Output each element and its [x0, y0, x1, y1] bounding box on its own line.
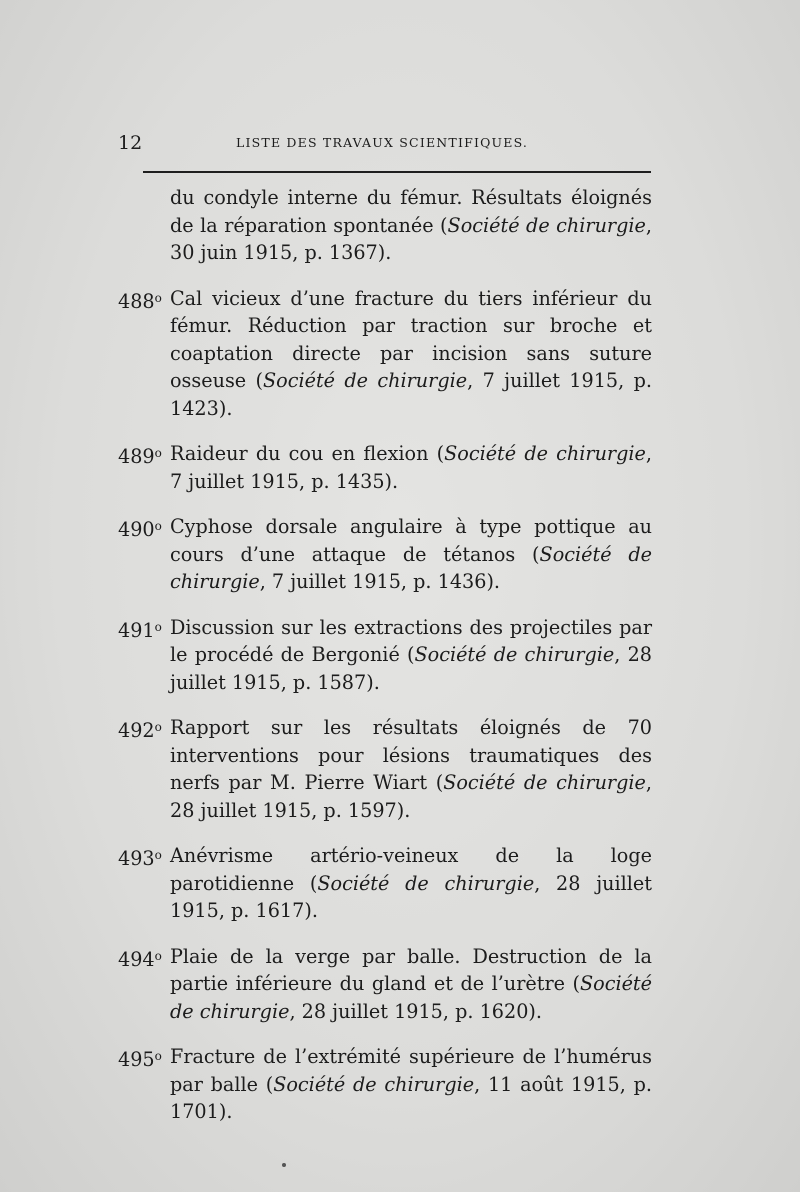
entry-source: Société de chirurgie [317, 871, 535, 895]
header-rule [143, 171, 651, 173]
entry-reference: , 28 juillet 1915, p. 1597). [170, 771, 652, 822]
entry-reference: , 28 juillet 1915, p. 1620). [289, 999, 542, 1023]
entry-ordinal: o [154, 290, 162, 305]
entry-number-value: 495 [118, 1048, 155, 1071]
entry-text [170, 513, 652, 596]
entry-source: Société de chirurgie [170, 972, 652, 1023]
list-item [118, 714, 652, 824]
entry-ordinal: o [154, 948, 162, 963]
entry-reference: , 30 juin 1915, p. 1367). [170, 213, 652, 264]
ink-speck [282, 1163, 286, 1167]
entry-ordinal: o [154, 619, 162, 634]
entry-number [118, 614, 170, 697]
entry-number [118, 943, 170, 1026]
page-number: 12 [118, 132, 143, 154]
entry-title: Discussion sur les extractions des projectiles par le procédé de Bergonié ( [170, 615, 652, 666]
list-item [118, 614, 652, 697]
entry-text [170, 943, 652, 1026]
entry-text [170, 440, 652, 495]
entry-reference: , 7 juillet 1915, p. 1436). [259, 570, 501, 593]
entry-text [170, 714, 652, 824]
entry-title: Anévrisme artério-veineux de la loge parotidienne ( [170, 844, 652, 895]
entry-number-value: 492 [118, 719, 155, 742]
entry-source: Société de chirurgie [414, 643, 615, 666]
entry-text [170, 285, 652, 423]
entry-source: Société de chirurgie [263, 369, 468, 392]
entry-list [118, 285, 652, 1126]
entry-number [118, 714, 170, 824]
entry-text [170, 842, 652, 925]
publication-list [118, 184, 652, 1126]
entry-text [170, 1043, 652, 1126]
list-item [118, 842, 652, 925]
entry-title: Fracture de l’extrémité supérieure de l’humérus par balle ( [170, 1045, 652, 1096]
entry-number-value: 491 [118, 618, 155, 642]
entry-number-value: 488 [118, 289, 155, 313]
continued-entry [118, 184, 652, 267]
list-item [118, 440, 652, 495]
list-item [118, 943, 652, 1026]
entry-source: Société de chirurgie [273, 1072, 475, 1096]
entry-title: Plaie de la verge par balle. Destruction de la partie inférieure du gland et de l’urètre ( [170, 944, 652, 995]
entry-text: du condyle interne du fémur. Résultats éloignés de la réparation spontanée ( [170, 186, 652, 237]
entry-number-value: 493 [118, 847, 155, 870]
page-header [118, 132, 652, 152]
entry-ordinal: o [154, 446, 162, 460]
running-title: LISTE DES TRAVAUX SCIENTIFIQUES. [236, 135, 529, 150]
entry-number [118, 440, 170, 495]
entry-reference: , 7 juillet 1915, p. 1423). [170, 369, 652, 420]
list-item [118, 1043, 652, 1126]
entry-title: Cyphose dorsale angulaire à type pottique au cours d’une attaque de tétanos ( [170, 515, 652, 566]
list-item [118, 285, 652, 423]
entry-number [118, 285, 170, 423]
entry-reference: , 28 juillet 1915, p. 1617). [170, 871, 652, 922]
entry-reference: , 7 juillet 1915, p. 1435). [170, 442, 652, 493]
entry-number [118, 513, 170, 596]
entry-title: Cal vicieux d’une fracture du tiers inférieur du fémur. Réduction par traction sur broche et coaptation directe par incision sans suture osseuse ( [170, 286, 652, 392]
entry-number [118, 842, 170, 925]
entry-ordinal: o [154, 519, 162, 533]
entry-source: Société de chirurgie [170, 542, 652, 593]
entry-number-value: 490 [118, 518, 155, 541]
entry-number-value: 489 [118, 445, 155, 468]
entry-source: Société de chirurgie [443, 771, 646, 794]
entry-number [118, 1043, 170, 1126]
entry-text [170, 614, 652, 697]
entry-reference: , 28 juillet 1915, p. 1587). [170, 643, 652, 694]
entry-reference: , 11 août 1915, p. 1701). [170, 1072, 652, 1123]
entry-ordinal: o [154, 1049, 162, 1063]
entry-ordinal: o [154, 720, 162, 734]
entry-number-value: 494 [118, 947, 155, 971]
entry-title: Raideur du cou en flexion ( [170, 442, 445, 465]
entry-ordinal: o [154, 848, 162, 862]
entry-source: Société de chirurgie [447, 213, 646, 237]
list-item [118, 513, 652, 596]
entry-title: Rapport sur les résultats éloignés de 70 interventions pour lésions traumatiques des nerfs par M. Pierre Wiart ( [170, 716, 652, 794]
entry-source: Société de chirurgie [444, 442, 646, 465]
